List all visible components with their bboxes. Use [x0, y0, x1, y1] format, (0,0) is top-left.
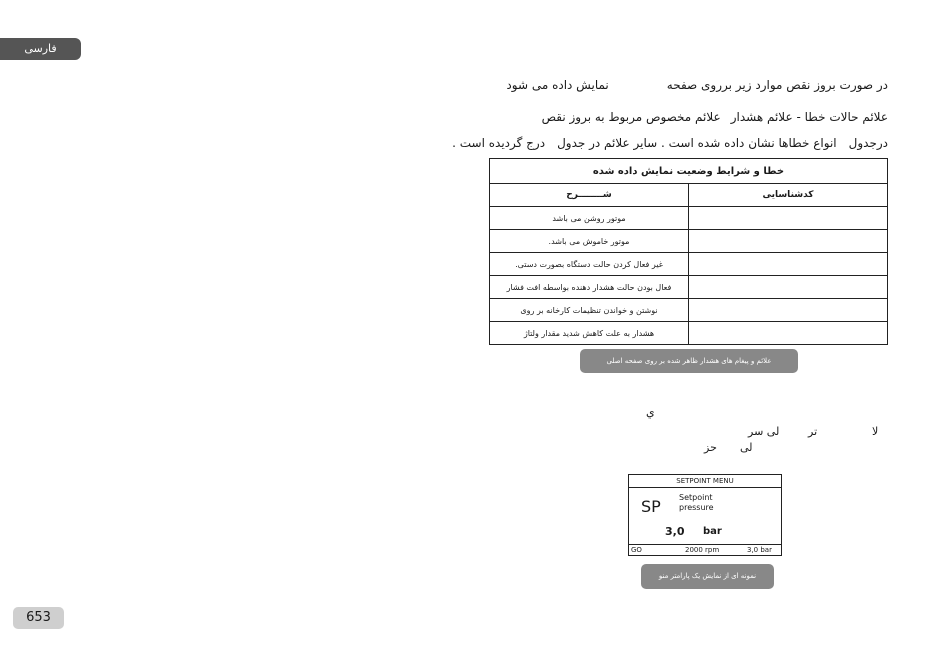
line3-text-c: درج گردیده است . — [452, 136, 546, 150]
language-tab: فارسی — [0, 38, 81, 60]
line2-text-b: علائم مخصوص مربوط به بروز نقص — [541, 110, 721, 124]
row-code — [689, 322, 888, 345]
row-description: فعال بودن حالت هشدار دهنده بواسطه افت فشار — [490, 276, 689, 299]
status-right: 3,0 bar — [747, 546, 772, 554]
header-code: کدشناسایی — [689, 184, 888, 207]
screen-unit: bar — [703, 526, 722, 537]
paragraph-line-2 — [542, 110, 888, 124]
row-code — [689, 276, 888, 299]
screen-description-line1: Setpoint — [679, 493, 713, 502]
row-description: موتور خاموش می باشد. — [490, 230, 689, 253]
line1-text-a: در صورت بروز نقص موارد زیر برروی صفحه — [666, 78, 888, 92]
text-fragment: ي — [646, 406, 655, 419]
table-row — [490, 253, 888, 276]
table-caption: علائم و پیغام های هشدار ظاهر شده بر روی صفحه اصلی — [580, 349, 798, 373]
paragraph-line-3 — [452, 136, 888, 150]
table-header-row — [490, 184, 888, 207]
row-description: هشدار به علت کاهش شدید مقدار ولتاژ — [490, 322, 689, 345]
line3-text-a: درجدول — [848, 136, 888, 150]
page-number: 653 — [13, 607, 64, 629]
screen-caption: نمونه ای از نمایش یک پارامتر منو — [641, 564, 774, 589]
row-code — [689, 299, 888, 322]
table-row — [490, 299, 888, 322]
table-row — [490, 230, 888, 253]
table-row — [490, 276, 888, 299]
row-description: نوشتن و خواندن تنظیمات کارخانه بر روی — [490, 299, 689, 322]
screen-status-bar — [629, 544, 781, 555]
line2-text-a: علائم حالات خطا - علائم هشدار — [730, 110, 888, 124]
screen-description-line2: pressure — [679, 503, 714, 512]
display-screen — [628, 474, 782, 556]
row-code — [689, 230, 888, 253]
screen-menu-title: SETPOINT MENU — [629, 475, 781, 488]
text-fragment: لی — [740, 441, 753, 454]
line3-text-b: انواع خطاها نشان داده شده است . سایر علائم در جدول — [557, 136, 837, 150]
paragraph-line-1 — [506, 78, 888, 92]
error-table — [489, 158, 888, 345]
row-code — [689, 207, 888, 230]
text-fragment: تر — [808, 425, 818, 438]
row-description: غیر فعال کردن حالت دستگاه بصورت دستی. — [490, 253, 689, 276]
status-middle: 2000 rpm — [685, 546, 720, 554]
text-fragment: حز — [704, 441, 717, 454]
text-fragment: لا — [872, 425, 879, 438]
table-row — [490, 207, 888, 230]
status-left: GO — [631, 546, 642, 554]
screen-value: 3,0 — [665, 525, 685, 538]
text-fragment: لی سر — [748, 425, 780, 438]
screen-parameter-code: SP — [641, 497, 661, 516]
header-description: شــــــــرح — [490, 184, 689, 207]
line1-text-b: نمایش داده می شود — [506, 78, 609, 92]
table-title-row — [490, 159, 888, 184]
row-description: موتور روشن می باشد — [490, 207, 689, 230]
table-title: خطا و شرایط وضعیت نمایش داده شده — [490, 159, 888, 184]
row-code — [689, 253, 888, 276]
table-row — [490, 322, 888, 345]
